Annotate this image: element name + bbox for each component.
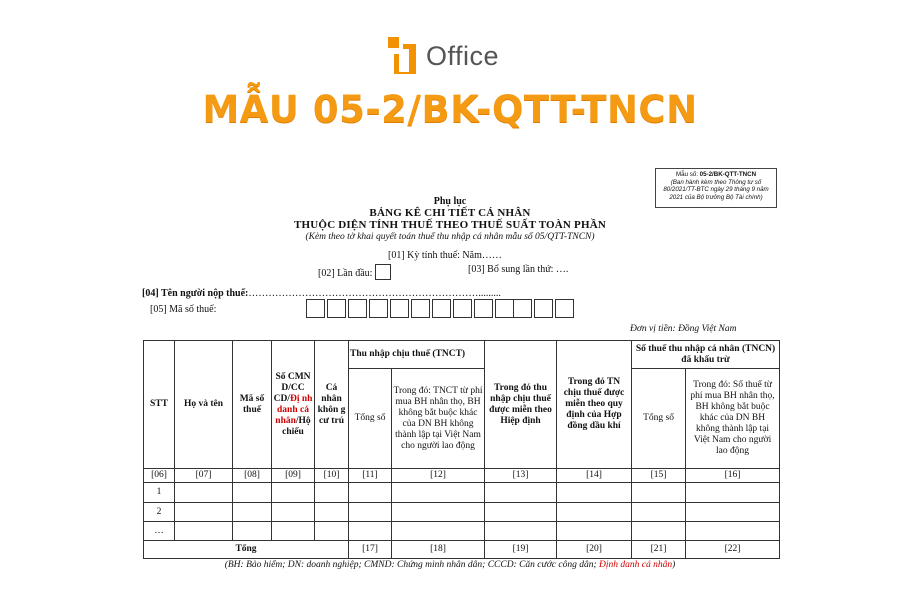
code-cell: [11] [349,469,392,483]
code-cell: [09] [272,469,315,483]
code-cell: [13] [485,469,557,483]
1office-logo-icon [388,37,420,75]
doc-heading-2: THUỘC DIỆN TÍNH THUẾ THEO THUẾ SUẤT TOÀN PHẦN [294,219,606,231]
code-cell: [14] [557,469,632,483]
total-row [144,541,780,559]
footnote-end: ) [672,560,676,570]
taxpayer-name-dots: ……………………………………………………………......... [248,288,501,299]
table-row [144,483,780,503]
tax-code-boxes[interactable] [306,299,516,318]
doc-heading-1: BẢNG KÊ CHI TIẾT CÁ NHÂN [369,207,531,219]
header-cmnd-text: Số CMN D/CC CD/ [273,371,311,404]
form-code: 05-2/BK-QTT-TNCN [699,171,757,178]
code-cell: [10] [315,469,349,483]
row-number: 2 [144,503,175,522]
header-mien-hiep-dinh: Trong đó thu nhập chịu thuế được miễn theo Hiệp định [485,341,557,469]
header-mst: Mã số thuế [233,341,272,469]
code-cell: [15] [632,469,686,483]
header-dau-khi: Trong đó TN chịu thuế được miễn theo quy định của Hợp đồng dầu khí [557,341,632,469]
header-ca-nhan: Cá nhân khôn g cư trú [315,341,349,469]
header-so-thue: Số thuế thu nhập cá nhân (TNCN) đã khấu trừ [632,341,780,369]
footnote-text: (BH: Bảo hiểm; DN: doanh nghiệp; CMND: Chứng minh nhân dân; CCCD: Căn cước công dân; [224,560,599,570]
header-thue-tong: Tổng số [632,369,686,469]
tax-period-field: [01] Kỳ tính thuế: Năm…… [388,250,502,261]
first-time-label: [02] Lần đầu: [318,268,373,279]
table-row [144,503,780,522]
code-cell: [08] [233,469,272,483]
appendix-label: Phụ lục [433,196,467,207]
header-ho-ten: Họ và tên [175,341,233,469]
brand-logo [388,36,499,76]
code-cell: [06] [144,469,175,483]
header-stt: STT [144,341,175,469]
page-title: MẪU 05-2/BK-QTT-TNCN [202,88,698,131]
total-code: [20] [557,541,632,559]
total-code: [18] [392,541,485,559]
code-cell: [07] [175,469,233,483]
code-row [144,469,780,483]
header-dinh-danh: Đị nh danh cá nhân [275,393,313,426]
header-tnct-trong-do: Trong đó: TNCT từ phí mua BH nhân thọ, BH không bắt buộc khác của DN BH không thành lập tại Việt Nam cho người lao động [392,369,485,469]
tax-code-suffix-boxes[interactable] [513,299,576,318]
code-cell: [16] [686,469,780,483]
header-thue-trong-do: Trong đó: Số thuế từ phí mua BH nhân thọ, BH không bắt buộc khác của DN BH không thành lập tại Việt Nam cho người lao động [686,369,780,469]
tax-code-label: [05] Mã số thuế: [150,304,217,315]
total-code: [17] [349,541,392,559]
form-circular-note: (Ban hành kèm theo Thông tư số 80/2021/TT-BTC ngày 29 tháng 9 năm 2021 của Bộ trưởng Bộ Tài chính) [663,178,769,201]
footnote [0,560,900,570]
header-ho-chieu: /Hộ chiếu [282,415,311,437]
detail-table [143,340,780,559]
supplement-field: [03] Bổ sung lần thứ: …. [468,264,569,275]
total-code: [19] [485,541,557,559]
first-time-field [318,264,391,280]
doc-heading-3: (Kèm theo tờ khai quyết toán thuế thu nhập cá nhân mẫu số 05/QTT-TNCN) [305,232,595,242]
footnote-red: Định danh cá nhân [599,560,673,570]
row-number: 1 [144,483,175,503]
header-cmnd [272,341,315,469]
taxpayer-name-field [142,288,501,299]
currency-unit: Đơn vị tiền: Đồng Việt Nam [630,324,737,334]
logo-text: Office [426,40,500,71]
table-row [144,522,780,541]
header-tnct: Thu nhập chịu thuế (TNCT) [349,341,485,369]
row-number: … [144,522,175,541]
total-label: Tổng [144,541,349,559]
taxpayer-name-label: [04] Tên người nộp thuế: [142,288,249,299]
form-code-prefix: Mẫu số: [675,171,700,178]
first-time-checkbox[interactable] [375,264,391,280]
header-tnct-tong: Tổng số [349,369,392,469]
total-code: [21] [632,541,686,559]
total-code: [22] [686,541,780,559]
code-cell: [12] [392,469,485,483]
